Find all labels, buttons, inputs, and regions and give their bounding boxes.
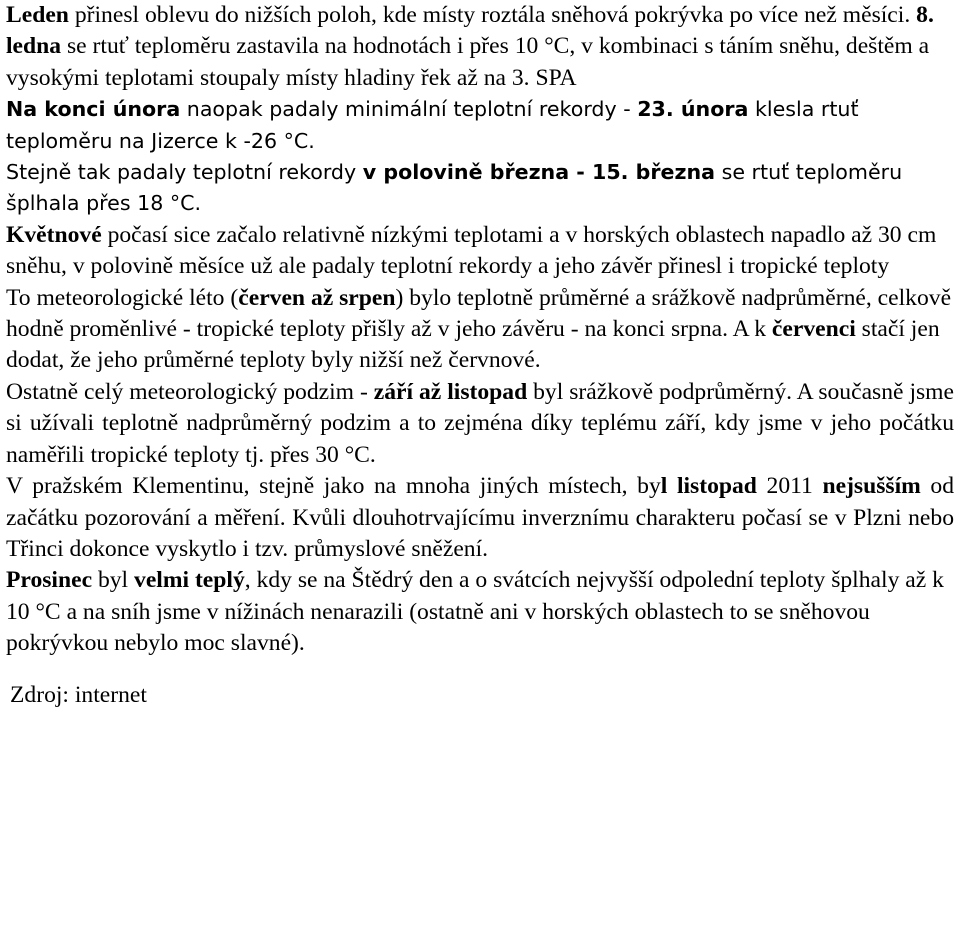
text-run: stačí jen dodat, že jeho průměrné teploty byly nižší než červnové.	[6, 316, 940, 374]
text-run: byl	[92, 567, 135, 594]
bold-text: září až listopad	[373, 378, 528, 405]
text-run: od začátku pozorování a měření. Kvůli dlouhotrvajícímu inverznímu charakteru počasí se v Plzni nebo Třinci dokonce vyskytlo i tzv. průmyslové sněžení.	[6, 473, 954, 562]
paragraph-8	[0, 565, 960, 659]
bold-text: l listopad	[660, 473, 757, 500]
source-note: Zdroj: internet	[10, 681, 147, 708]
bold-text: 8. ledna	[6, 2, 934, 60]
bold-text: v polovině března - 15. března	[362, 160, 716, 185]
bold-text: červenci	[771, 316, 856, 343]
text-run: Ostatně celý meteorologický podzim -	[6, 378, 374, 405]
text-run: klesla rtuť teploměru na Jizerce k -26 °C.	[6, 97, 859, 153]
text-run: To meteorologické léto (	[6, 284, 239, 311]
bold-text: Květnové	[6, 221, 102, 248]
text-run: počasí sice začalo relativně nízkými teplotami a v horských oblastech napadlo až 30 cm sněhu, v polovině měsíce už ale padaly teplotní rekordy a jeho závěr přinesl i tropické teploty	[6, 221, 937, 280]
paragraph-6	[0, 377, 960, 471]
text-run: ) bylo teplotně průměrné a srážkově nadprůměrné, celkově hodně proměnlivé - tropické teploty přišly až v jeho závěru - na konci srpna. A k	[6, 284, 952, 343]
text-run: 2011	[756, 473, 823, 500]
paragraph-5	[0, 283, 960, 377]
paragraph-4	[0, 220, 960, 283]
bold-text: velmi teplý	[134, 567, 245, 594]
text-run: se rtuť teploměru zastavila na hodnotách i přes 10 °C, v kombinaci s táním sněhu, deštěm a vysokými teplotami stoupaly místy hladiny řek až na 3. SPA	[6, 33, 930, 91]
bold-text: Leden	[6, 2, 69, 28]
text-run: přinesl oblevu do nižších poloh, kde místy roztála sněhová pokrývka po více než měsíci.	[68, 2, 917, 28]
text-run: , kdy se na Štědrý den a o svátcích nejvyšší odpolední teploty šplhaly až k 10 °C a na sníh jsme v nížinách nenarazili (ostatně ani v horských oblastech to se sněhovou pokrývkou nebylo moc slavné).	[6, 567, 944, 657]
text-run: se rtuť teploměru šplhala přes 18 °C.	[6, 160, 903, 216]
text-run: naopak padaly minimální teplotní rekordy -	[180, 97, 638, 122]
paragraph-1	[0, 0, 960, 94]
text-run: Stejně tak padaly teplotní rekordy	[6, 160, 363, 185]
bold-text: Prosinec	[6, 567, 93, 594]
text-run: byl srážkově podprůměrný. A současně jsme si užívali teplotně nadprůměrný podzim a to zejména díky teplému září, kdy jsme v jeho počátku naměřili tropické teploty tj. přes 30 °C.	[6, 378, 954, 468]
bold-text: červen až srpen	[238, 284, 396, 311]
paragraph-7	[0, 471, 960, 565]
bold-text: 23. února	[637, 97, 749, 122]
text-run: V pražském Klementinu, stejně jako na mnoha jiných místech, by	[6, 473, 661, 500]
bold-text: Na konci února	[6, 97, 181, 122]
bold-text: nejsušším	[822, 473, 921, 500]
paragraph-2	[0, 94, 960, 157]
paragraph-3	[0, 157, 960, 220]
spacer	[0, 660, 960, 680]
